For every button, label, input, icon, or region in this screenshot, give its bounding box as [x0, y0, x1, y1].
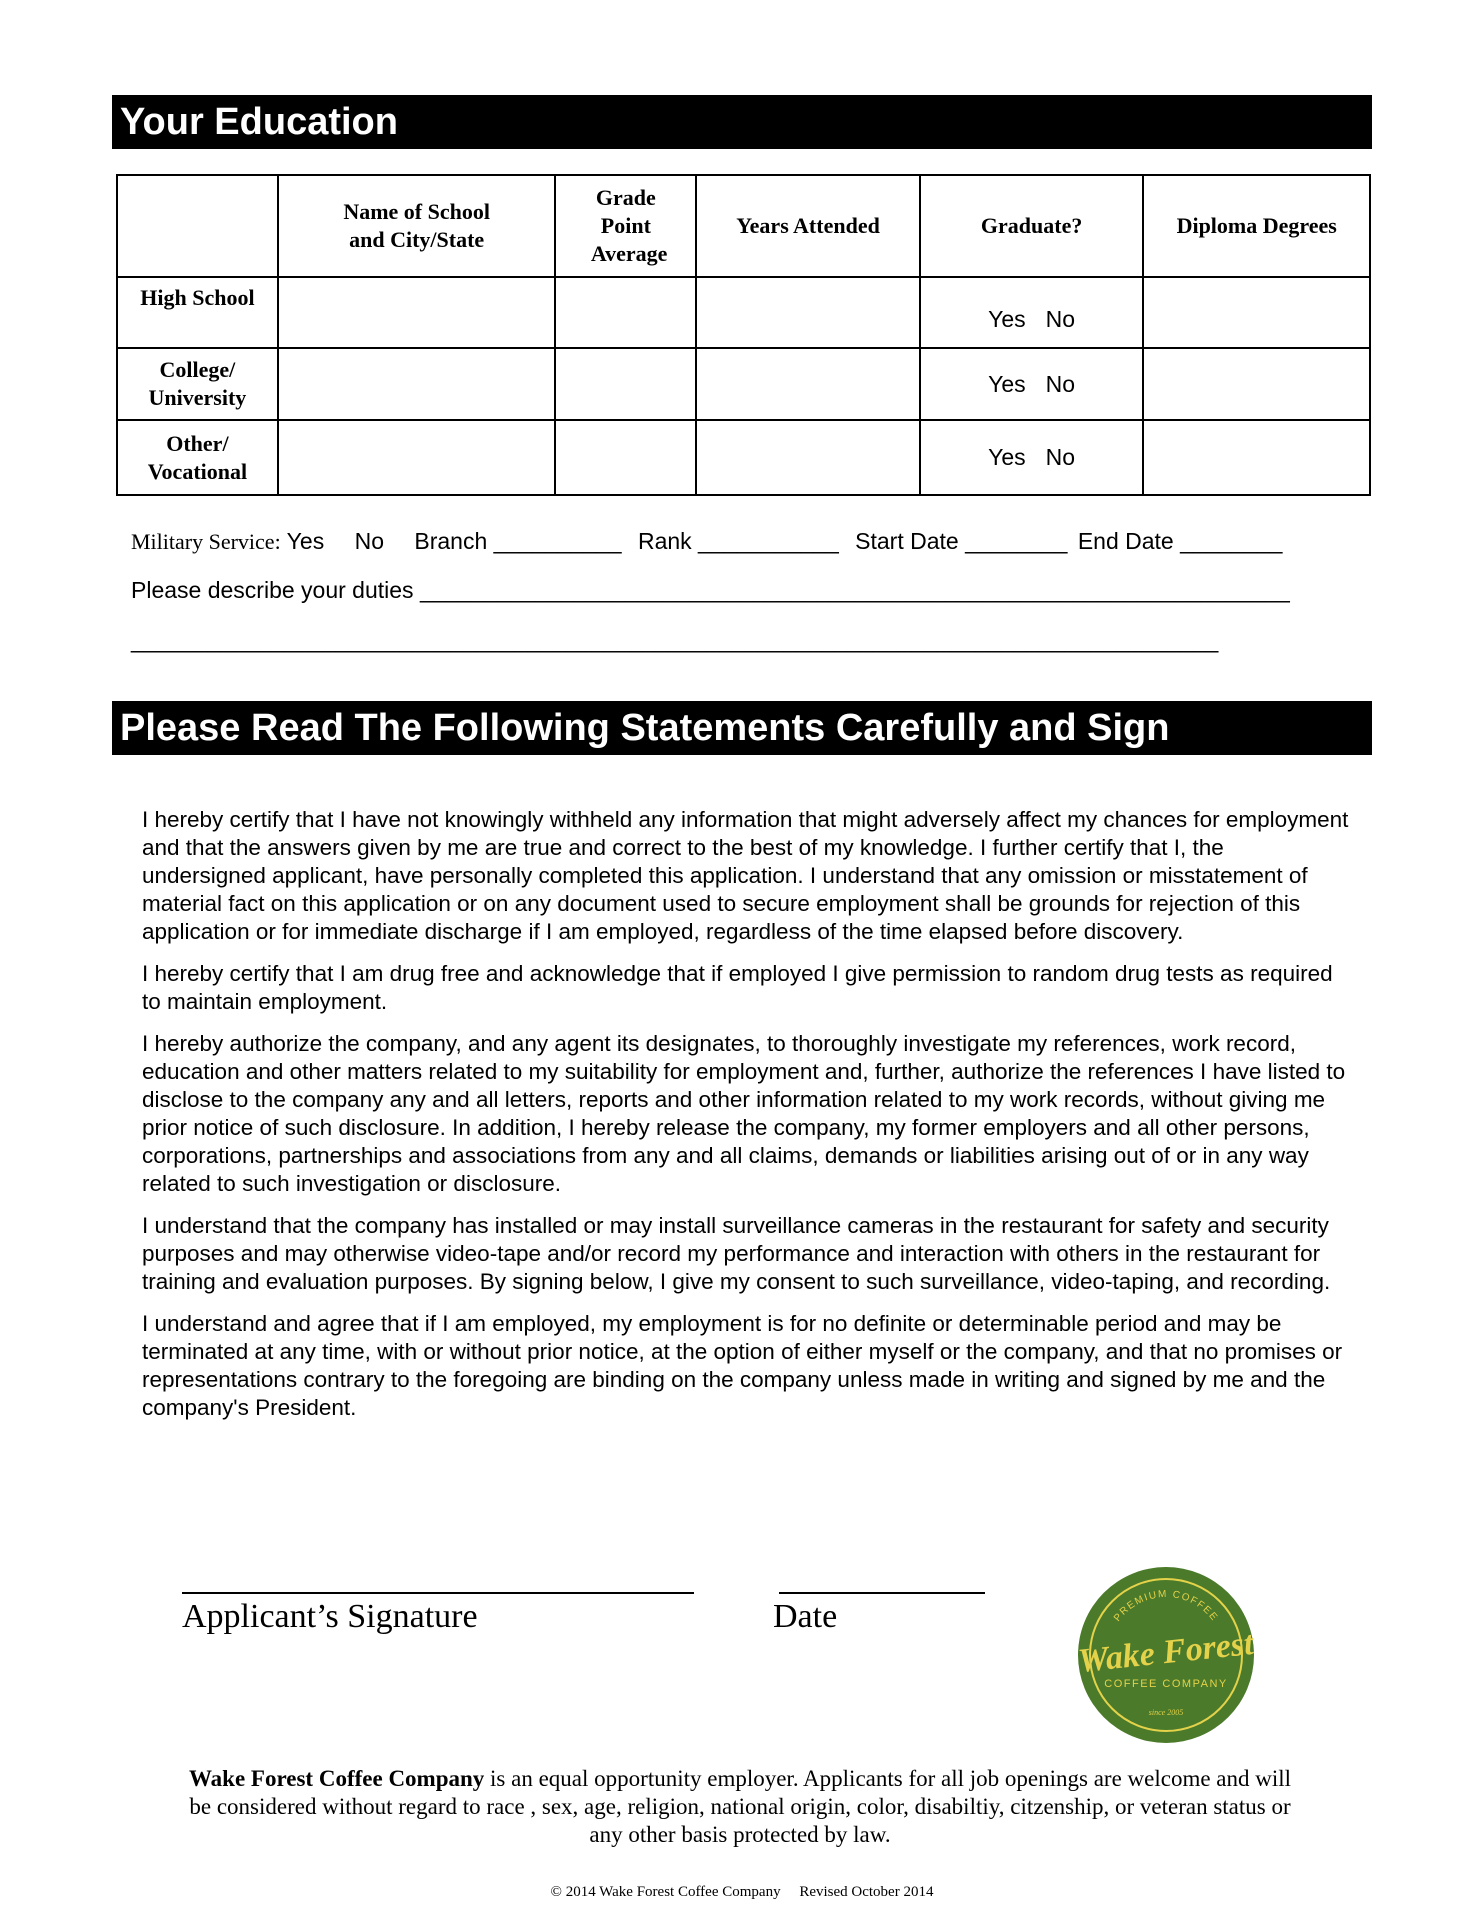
diploma-cell[interactable] — [1143, 277, 1370, 348]
duties-field[interactable]: Please describe your duties ____________________________________________________________________ — [131, 577, 1290, 603]
school-name-cell[interactable] — [278, 277, 556, 348]
graduate-cell — [920, 348, 1144, 420]
statements-header-bar — [112, 701, 1372, 755]
school-name-cell[interactable] — [278, 348, 556, 420]
years-cell[interactable] — [696, 348, 920, 420]
statement-authorize: I hereby authorize the company, and any agent its designates, to thoroughly investigate my references, work record, education and other matters related to my suitability for employment and, further, authorize the references I have listed to disclose to the company any and all letters, reports and other information related to my work records, without giving me prior notice of such disclosure. In addition, I hereby release the company, my former employers and all other persons, corporations, partnerships and associations from any and all claims, demands or liabilities arising out of or in any way related to such investigation or disclosure. — [142, 1031, 1346, 1196]
signature-line[interactable] — [182, 1592, 694, 1594]
statement-at-will: I understand and agree that if I am employed, my employment is for no definite or determinable period and may be terminated at any time, with or without prior notice, at the option of either myself or the company, and that no promises or representations contrary to the foregoing are binding on the company unless made in writing and signed by me and the company's President. — [142, 1311, 1343, 1420]
row-label-other: Other/ Vocational — [117, 420, 278, 495]
education-header-bar — [112, 95, 1372, 149]
school-name-cell[interactable] — [278, 420, 556, 495]
military-yes-option[interactable]: Yes — [286, 528, 325, 554]
military-start-date-field[interactable]: Start Date ________ — [855, 528, 1068, 554]
eeo-company-name: Wake Forest Coffee Company — [188, 1766, 485, 1791]
graduate-no-option[interactable]: No — [1045, 370, 1076, 397]
date-label: Date — [773, 1598, 838, 1635]
education-table — [116, 174, 1371, 496]
logo-sub-text: COFFEE COMPANY — [1104, 1678, 1228, 1690]
years-cell[interactable] — [696, 277, 920, 348]
wake-forest-logo — [1076, 1565, 1256, 1745]
military-end-date-field[interactable]: End Date ________ — [1077, 528, 1283, 554]
military-label: Military Service: — [131, 529, 281, 554]
column-header-years: Years Attended — [696, 175, 920, 277]
table-header-row — [117, 175, 1370, 277]
gpa-cell[interactable] — [555, 348, 696, 420]
education-heading: Your Education — [120, 101, 398, 143]
years-cell[interactable] — [696, 420, 920, 495]
military-branch-field[interactable]: Branch __________ — [414, 528, 622, 554]
military-no-option[interactable]: No — [354, 528, 384, 554]
column-header — [117, 175, 278, 277]
eeo-statement — [180, 1765, 1300, 1849]
applicant-signature-label: Applicant’s Signature — [182, 1598, 478, 1635]
military-rank-field[interactable]: Rank ___________ — [637, 528, 839, 554]
graduate-yes-option[interactable]: Yes — [988, 370, 1026, 397]
diploma-cell[interactable] — [1143, 348, 1370, 420]
statement-drug-free: I hereby certify that I am drug free and acknowledge that if employed I give permission to random drug tests as required to maintain employment. — [142, 961, 1333, 1014]
column-header-diploma: Diploma Degrees — [1143, 175, 1370, 277]
row-label-high-school: High School — [117, 277, 278, 348]
statements-heading: Please Read The Following Statements Carefully and Sign — [120, 707, 1170, 749]
statement-certify: I hereby certify that I have not knowingly withheld any information that might adversely affect my chances for employment and that the answers given by me are true and correct to the best of my knowledge. I further certify that I, the undersigned applicant, have personally completed this application. I understand that any omission or misstatement of material fact on this application or on any document used to secure employment shall be grounds for rejection of this application or for immediate discharge if I am employed, regardless of the time elapsed before discovery. — [142, 807, 1349, 944]
graduate-no-option[interactable]: No — [1045, 306, 1076, 332]
logo-since-text: since 2005 — [1148, 1708, 1184, 1717]
column-header-graduate: Graduate? — [920, 175, 1144, 277]
date-line[interactable] — [779, 1592, 985, 1594]
graduate-cell — [920, 420, 1144, 495]
gpa-cell[interactable] — [555, 420, 696, 495]
logo-top-text: PREMIUM COFFEE — [1111, 1588, 1221, 1624]
graduate-yes-option[interactable]: Yes — [988, 444, 1026, 470]
statement-surveillance: I understand that the company has installed or may install surveillance cameras in the restaurant for safety and security purposes and may otherwise video-tape and/or record my performance and interaction with others in the restaurant for training and evaluation purposes. By signing below, I give my consent to such surveillance, video-taping, and recording. — [142, 1213, 1331, 1294]
graduate-yes-option[interactable]: Yes — [988, 306, 1026, 332]
table-row — [117, 420, 1370, 495]
logo-name-text: Wake Forest — [1076, 1624, 1256, 1681]
graduate-cell — [920, 277, 1144, 348]
column-header-gpa: Grade Point Average — [555, 175, 696, 277]
duties-field-line-2[interactable]: _____________________________________________________________________________________ — [131, 627, 1219, 653]
table-row — [117, 277, 1370, 348]
gpa-cell[interactable] — [555, 277, 696, 348]
column-header-school: Name of School and City/State — [278, 175, 556, 277]
statements-body — [142, 806, 1352, 1436]
table-row — [117, 348, 1370, 420]
copyright-line: © 2014 Wake Forest Coffee Company Revised October 2014 — [550, 1884, 934, 1900]
diploma-cell[interactable] — [1143, 420, 1370, 495]
military-service-line — [131, 528, 1282, 555]
graduate-no-option[interactable]: No — [1045, 444, 1076, 470]
eeo-text: is an equal opportunity employer. Applicants for all job openings are welcome and will be considered without regard to race , sex, age, religion, national origin, color, disabiltiy, citzenship, or veteran status or any other basis protected by law. — [189, 1766, 1292, 1847]
row-label-college: College/ University — [117, 348, 278, 420]
